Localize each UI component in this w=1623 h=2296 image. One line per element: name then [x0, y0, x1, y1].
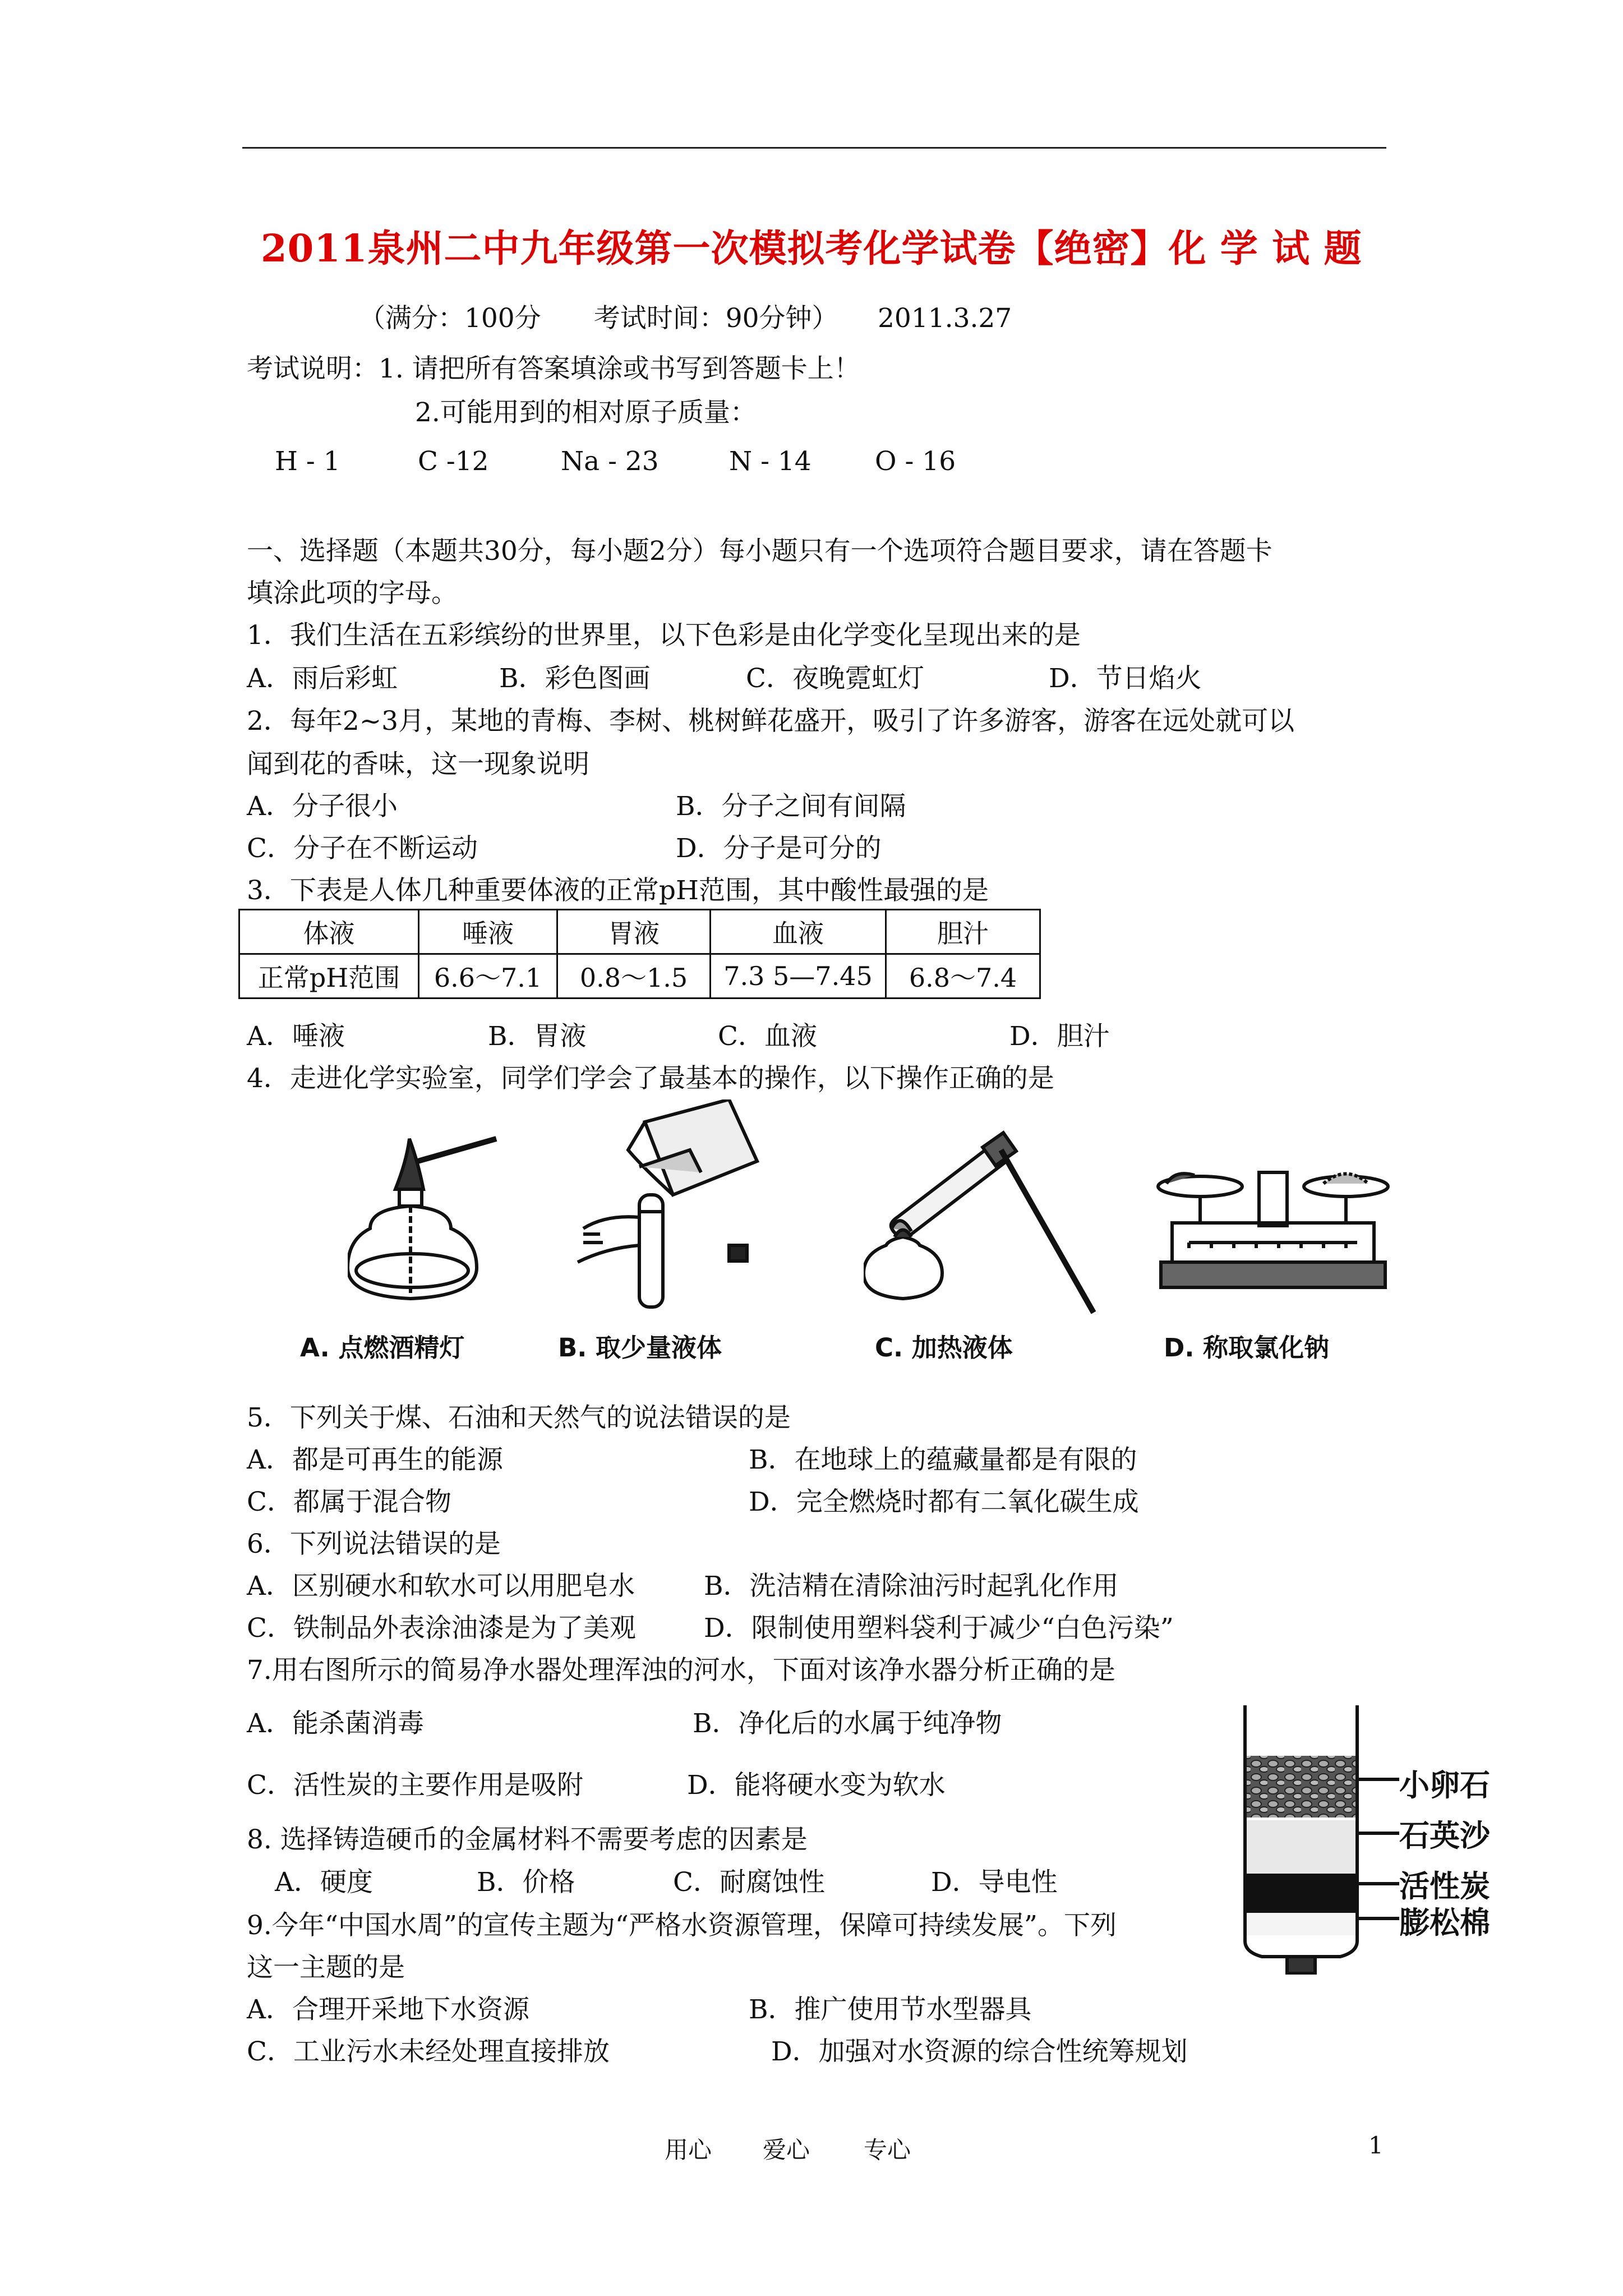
q7-option-d: D．能将硬水变为软水 — [687, 1770, 946, 1801]
q1-option-d: D．节日焰火 — [1049, 663, 1202, 694]
q7-option-c: C．活性炭的主要作用是吸附 — [247, 1770, 583, 1801]
footer-slogan-1: 用心 — [665, 2136, 712, 2164]
filter-label-activated-carbon: 活性炭 — [1399, 1869, 1490, 1904]
section1-instructions-cont: 填涂此项的字母。 — [247, 578, 458, 609]
q7-option-b: B．净化后的水属于纯净物 — [693, 1708, 1002, 1739]
atomic-mass-o: O - 16 — [875, 446, 956, 477]
q8-option-c: C．耐腐蚀性 — [673, 1867, 825, 1898]
table-row — [239, 954, 1040, 999]
table-cell: 7.3 5—7.45 — [711, 954, 886, 999]
section1-instructions: 一、选择题（本题共30分，每小题2分）每小题只有一个选项符合题目要求，请在答题卡 — [247, 536, 1272, 567]
q1-option-a: A．雨后彩虹 — [247, 663, 398, 694]
q2-stem: 2．每年2~3月，某地的青梅、李树、桃树鲜花盛开，吸引了许多游客，游客在远处就可以 — [247, 706, 1295, 737]
exam-note-2: 2.可能用到的相对原子质量： — [415, 397, 757, 428]
q8-option-d: D．导电性 — [931, 1867, 1058, 1898]
q1-stem: 1．我们生活在五彩缤纷的世界里，以下色彩是由化学变化呈现出来的是 — [247, 620, 1081, 651]
q6-stem: 6．下列说法错误的是 — [247, 1529, 501, 1559]
q7-option-a: A．能杀菌消毒 — [247, 1708, 424, 1739]
q2-option-d: D．分子是可分的 — [676, 833, 882, 864]
q4-caption-a: A. 点燃酒精灯 — [300, 1333, 465, 1363]
q3-option-c: C．血液 — [718, 1021, 817, 1052]
footer-slogan-2: 爱心 — [763, 2136, 810, 2164]
table-cell: 正常pH范围 — [239, 954, 419, 999]
ph-table — [238, 909, 1041, 999]
q9-option-c: C．工业污水未经处理直接排放 — [247, 2036, 610, 2067]
atomic-mass-c: C -12 — [418, 446, 489, 477]
q9-option-d: D．加强对水资源的综合性统筹规划 — [771, 2036, 1188, 2067]
atomic-mass-h: H - 1 — [275, 446, 340, 477]
q2-option-c: C．分子在不断运动 — [247, 833, 478, 864]
alcohol-lamp-lighting-figure — [348, 1128, 505, 1318]
q4-stem: 4．走进化学实验室，同学们学会了最基本的操作，以下操作正确的是 — [247, 1063, 1054, 1094]
atomic-mass-n: N - 14 — [729, 446, 811, 477]
balance-weighing-figure — [1155, 1161, 1391, 1307]
q5-option-d: D．完全燃烧时都有二氧化碳生成 — [749, 1487, 1139, 1517]
table-header-cell: 体液 — [239, 910, 419, 954]
table-cell: 6.6～7.1 — [419, 954, 557, 999]
q3-option-b: B．胃液 — [488, 1021, 587, 1052]
heating-liquid-figure — [864, 1128, 1099, 1318]
page-title: 2011泉州二中九年级第一次模拟考化学试卷【绝密】化 学 试 题 — [261, 226, 1362, 270]
q2-option-b: B．分子之间有间隔 — [676, 791, 906, 822]
table-header-cell: 胃液 — [557, 910, 711, 954]
header-rule — [242, 147, 1386, 149]
filter-label-pebbles: 小卵石 — [1399, 1768, 1490, 1803]
filter-label-leader-lines — [1357, 1773, 1402, 1930]
table-header-cell: 血液 — [711, 910, 886, 954]
q3-option-a: A．唾液 — [247, 1021, 345, 1052]
table-cell: 6.8～7.4 — [886, 954, 1040, 999]
q5-stem: 5．下列关于煤、石油和天然气的说法错误的是 — [247, 1402, 791, 1433]
q2-stem-cont: 闻到花的香味，这一现象说明 — [247, 749, 589, 780]
table-header-cell: 唾液 — [419, 910, 557, 954]
q1-option-b: B．彩色图画 — [499, 663, 651, 694]
q1-option-c: C．夜晚霓虹灯 — [746, 663, 924, 694]
q2-option-a: A．分子很小 — [247, 791, 398, 822]
ph-table-header-row — [239, 910, 1040, 954]
q5-option-c: C．都属于混合物 — [247, 1487, 451, 1517]
q9-option-a: A．合理开采地下水资源 — [247, 1994, 529, 2025]
filter-label-quartz-sand: 石英沙 — [1399, 1818, 1490, 1853]
q4-caption-d: D. 称取氯化钠 — [1164, 1333, 1330, 1363]
footer-slogan-3: 专心 — [864, 2136, 911, 2164]
q9-option-b: B．推广使用节水型器具 — [749, 1994, 1032, 2025]
exam-note-1: 考试说明：1. 请把所有答案填涂或书写到答题卡上！ — [247, 353, 860, 384]
page-number: 1 — [1368, 2132, 1384, 2159]
q4-caption-c: C. 加热液体 — [875, 1333, 1013, 1363]
q9-stem-cont: 这一主题的是 — [247, 1952, 405, 1983]
q8-option-a: A．硬度 — [275, 1867, 373, 1898]
q5-option-b: B．在地球上的蕴藏量都是有限的 — [749, 1444, 1137, 1475]
q3-stem: 3．下表是人体几种重要体液的正常pH范围，其中酸性最强的是 — [247, 875, 989, 906]
q6-option-c: C．铁制品外表涂油漆是为了美观 — [247, 1613, 636, 1644]
q3-option-d: D．胆汁 — [1009, 1021, 1110, 1052]
q9-stem: 9.今年“中国水周”的宣传主题为“严格水资源管理，保障可持续发展”。下列 — [247, 1910, 1117, 1941]
liquid-pouring-figure — [561, 1099, 763, 1324]
q6-option-a: A．区别硬水和软水可以用肥皂水 — [247, 1571, 635, 1602]
q8-option-b: B．价格 — [477, 1867, 575, 1898]
table-cell: 0.8～1.5 — [557, 954, 711, 999]
q7-stem: 7.用右图所示的简易净水器处理浑浊的河水，下面对该净水器分析正确的是 — [247, 1655, 1115, 1686]
table-header-cell: 胆汁 — [886, 910, 1040, 954]
q4-caption-b: B. 取少量液体 — [558, 1333, 722, 1363]
filter-label-cotton: 膨松棉 — [1399, 1905, 1490, 1940]
q8-stem: 8. 选择铸造硬币的金属材料不需要考虑的因素是 — [247, 1824, 808, 1855]
q5-option-a: A．都是可再生的能源 — [247, 1444, 503, 1475]
atomic-mass-na: Na - 23 — [561, 446, 659, 477]
exam-meta: （满分：100分 考试时间：90分钟） 2011.3.27 — [359, 303, 1012, 334]
q6-option-d: D．限制使用塑料袋利于减少“白色污染” — [704, 1613, 1174, 1644]
q6-option-b: B．洗洁精在清除油污时起乳化作用 — [704, 1571, 1119, 1602]
